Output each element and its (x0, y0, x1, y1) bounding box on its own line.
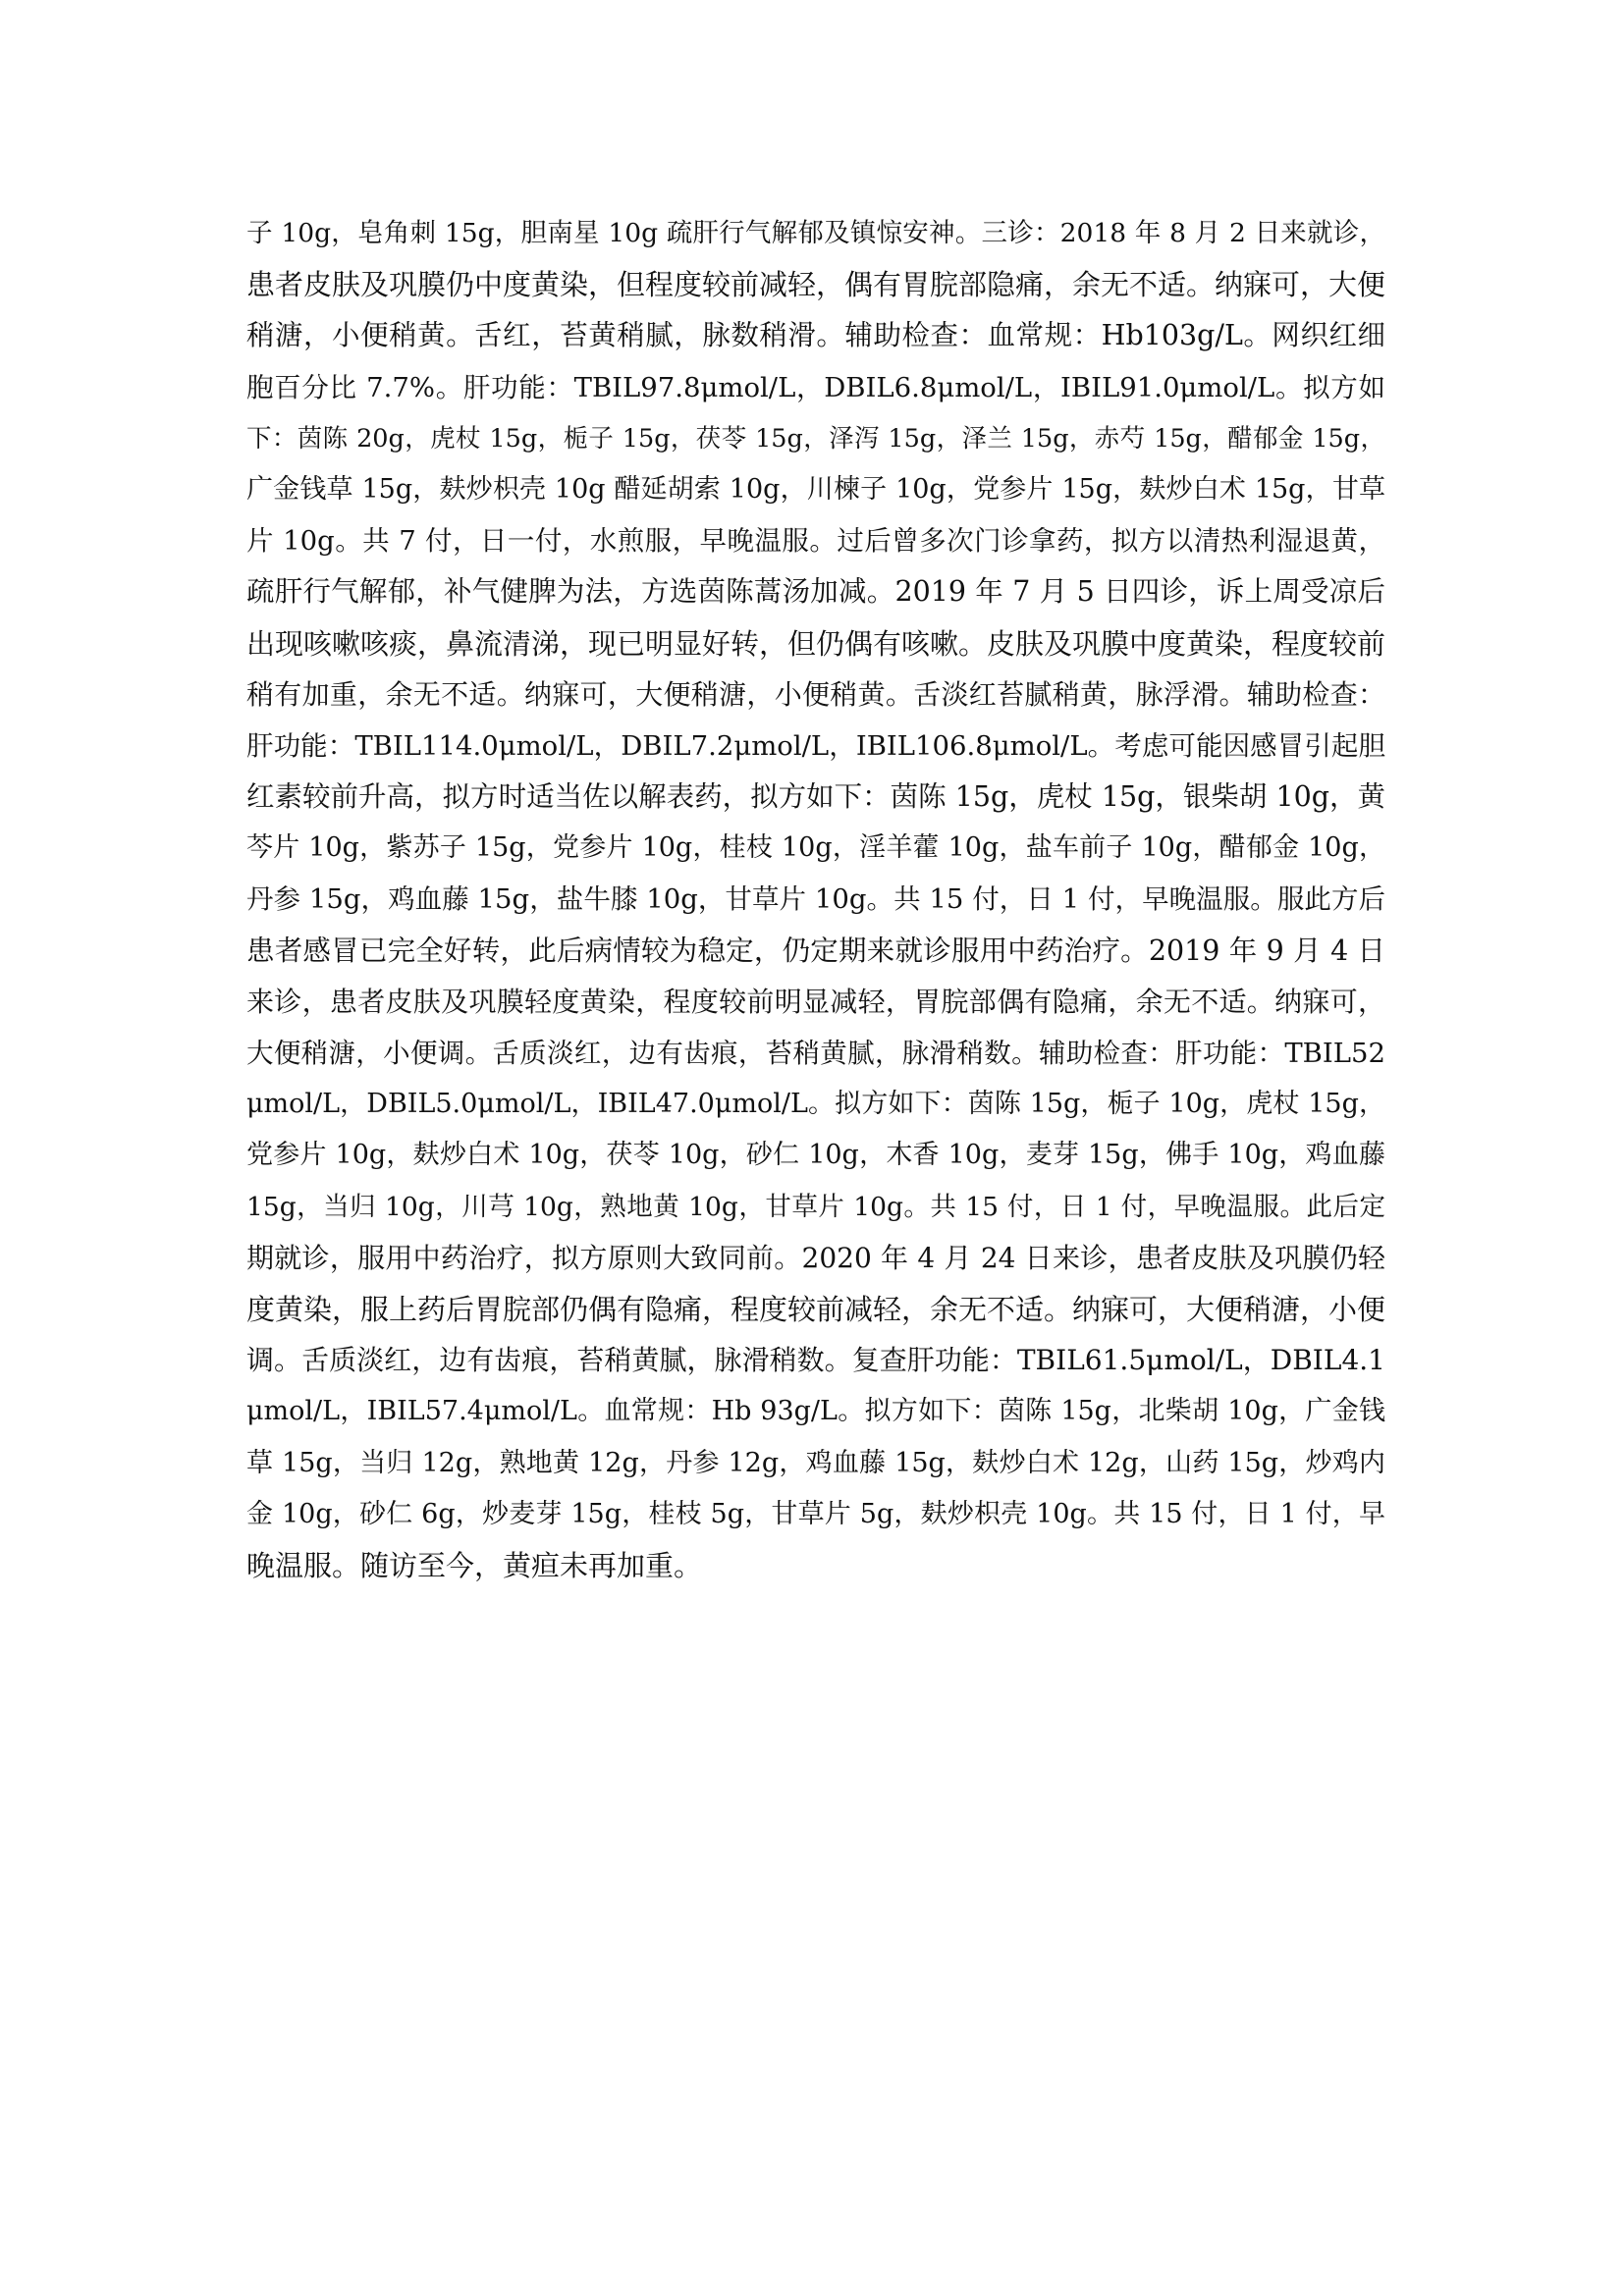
text-line: 稍溏，小便稍黄。舌红，苔黄稍腻，脉数稍滑。辅助检查：血常规：Hb103g/L。网织红细 (246, 319, 1385, 352)
text-line: 疏肝行气解郁，补气健脾为法，方选茵陈蒿汤加减。2019 年 7 月 5 日四诊，诉上周受凉后 (246, 575, 1385, 609)
text-line: 草 15g，当归 12g，熟地黄 12g，丹参 12g，鸡血藤 15g，麸炒白术 12g，山药 15g，炒鸡内 (246, 1447, 1385, 1478)
text-line-last: 晚温服。随访至今，黄疸未再加重。 (246, 1548, 703, 1582)
text-line: 肝功能：TBIL114.0μmol/L，DBIL7.2μmol/L，IBIL106.8μmol/L。考虑可能因感冒引起胆 (246, 729, 1385, 762)
text-line: 下：茵陈 20g，虎杖 15g，栀子 15g，茯苓 15g，泽泻 15g，泽兰 15g，赤芍 15g，醋郁金 15g， (246, 423, 1385, 454)
text-line: 红素较前升高，拟方时适当佐以解表药，拟方如下：茵陈 15g，虎杖 15g，银柴胡 10g，黄 (246, 780, 1385, 814)
text-line: 大便稍溏，小便调。舌质淡红，边有齿痕，苔稍黄腻，脉滑稍数。辅助检查：肝功能：TBIL52 (246, 1038, 1385, 1069)
text-line: 稍有加重，余无不适。纳寐可，大便稍溏，小便稍黄。舌淡红苔腻稍黄，脉浮滑。辅助检查： (246, 677, 1385, 711)
text-line: 度黄染，服上药后胃脘部仍偶有隐痛，程度较前减轻，余无不适。纳寐可，大便稍溏，小便 (246, 1292, 1385, 1326)
text-line: 期就诊，服用中药治疗，拟方原则大致同前。2020 年 4 月 24 日来诊，患者皮肤及巩膜仍轻 (246, 1241, 1385, 1274)
text-line: 胞百分比 7.7%。肝功能：TBIL97.8μmol/L，DBIL6.8μmol/L，IBIL91.0μmol/L。拟方如 (246, 371, 1385, 403)
text-line: 15g，当归 10g，川芎 10g，熟地黄 10g，甘草片 10g。共 15 付，日 1 付，早晚温服。此后定 (246, 1191, 1385, 1222)
text-line: 党参片 10g，麸炒白术 10g，茯苓 10g，砂仁 10g，木香 10g，麦芽 15g，佛手 10g，鸡血藤 (246, 1140, 1385, 1171)
text-line: μmol/L，IBIL57.4μmol/L。血常规：Hb 93g/L。拟方如下：茵陈 15g，北柴胡 10g，广金钱 (246, 1396, 1385, 1427)
text-line: 芩片 10g，紫苏子 15g，党参片 10g，桂枝 10g，淫羊藿 10g，盐车前子 10g，醋郁金 10g， (246, 832, 1385, 864)
text-line: 来诊，患者皮肤及巩膜轻度黄染，程度较前明显减轻，胃脘部偶有隐痛，余无不适。纳寐可， (246, 985, 1385, 1018)
text-line: 患者皮肤及巩膜仍中度黄染，但程度较前减轻，偶有胃脘部隐痛，余无不适。纳寐可，大便 (246, 268, 1385, 302)
text-line: 丹参 15g，鸡血藤 15g，盐牛膝 10g，甘草片 10g。共 15 付，日 1 付，早晚温服。服此方后 (246, 883, 1385, 916)
text-line: 子 10g，皂角刺 15g，胆南星 10g 疏肝行气解郁及镇惊安神。三诊：2018 年 8 月 2 日来就诊， (246, 218, 1385, 248)
body-text (246, 208, 1385, 1591)
text-line: 金 10g，砂仁 6g，炒麦芽 15g，桂枝 5g，甘草片 5g，麸炒枳壳 10g。共 15 付，日 1 付，早 (246, 1498, 1385, 1529)
text-line: 调。舌质淡红，边有齿痕，苔稍黄腻，脉滑稍数。复查肝功能：TBIL61.5μmol/L，DBIL4.1 (246, 1344, 1385, 1377)
text-line: 片 10g。共 7 付，日一付，水煎服，早晚温服。过后曾多次门诊拿药，拟方以清热利湿退黄， (246, 525, 1385, 558)
text-line: 患者感冒已完全好转，此后病情较为稳定，仍定期来就诊服用中药治疗。2019 年 9 月 4 日 (246, 934, 1385, 967)
text-line: 出现咳嗽咳痰，鼻流清涕，现已明显好转，但仍偶有咳嗽。皮肤及巩膜中度黄染，程度较前 (246, 626, 1385, 661)
text-line: 广金钱草 15g，麸炒枳壳 10g 醋延胡索 10g，川楝子 10g，党参片 15g，麸炒白术 15g，甘草 (246, 473, 1385, 505)
text-line: μmol/L，DBIL5.0μmol/L，IBIL47.0μmol/L。拟方如下：茵陈 15g，栀子 10g，虎杖 15g， (246, 1089, 1385, 1120)
